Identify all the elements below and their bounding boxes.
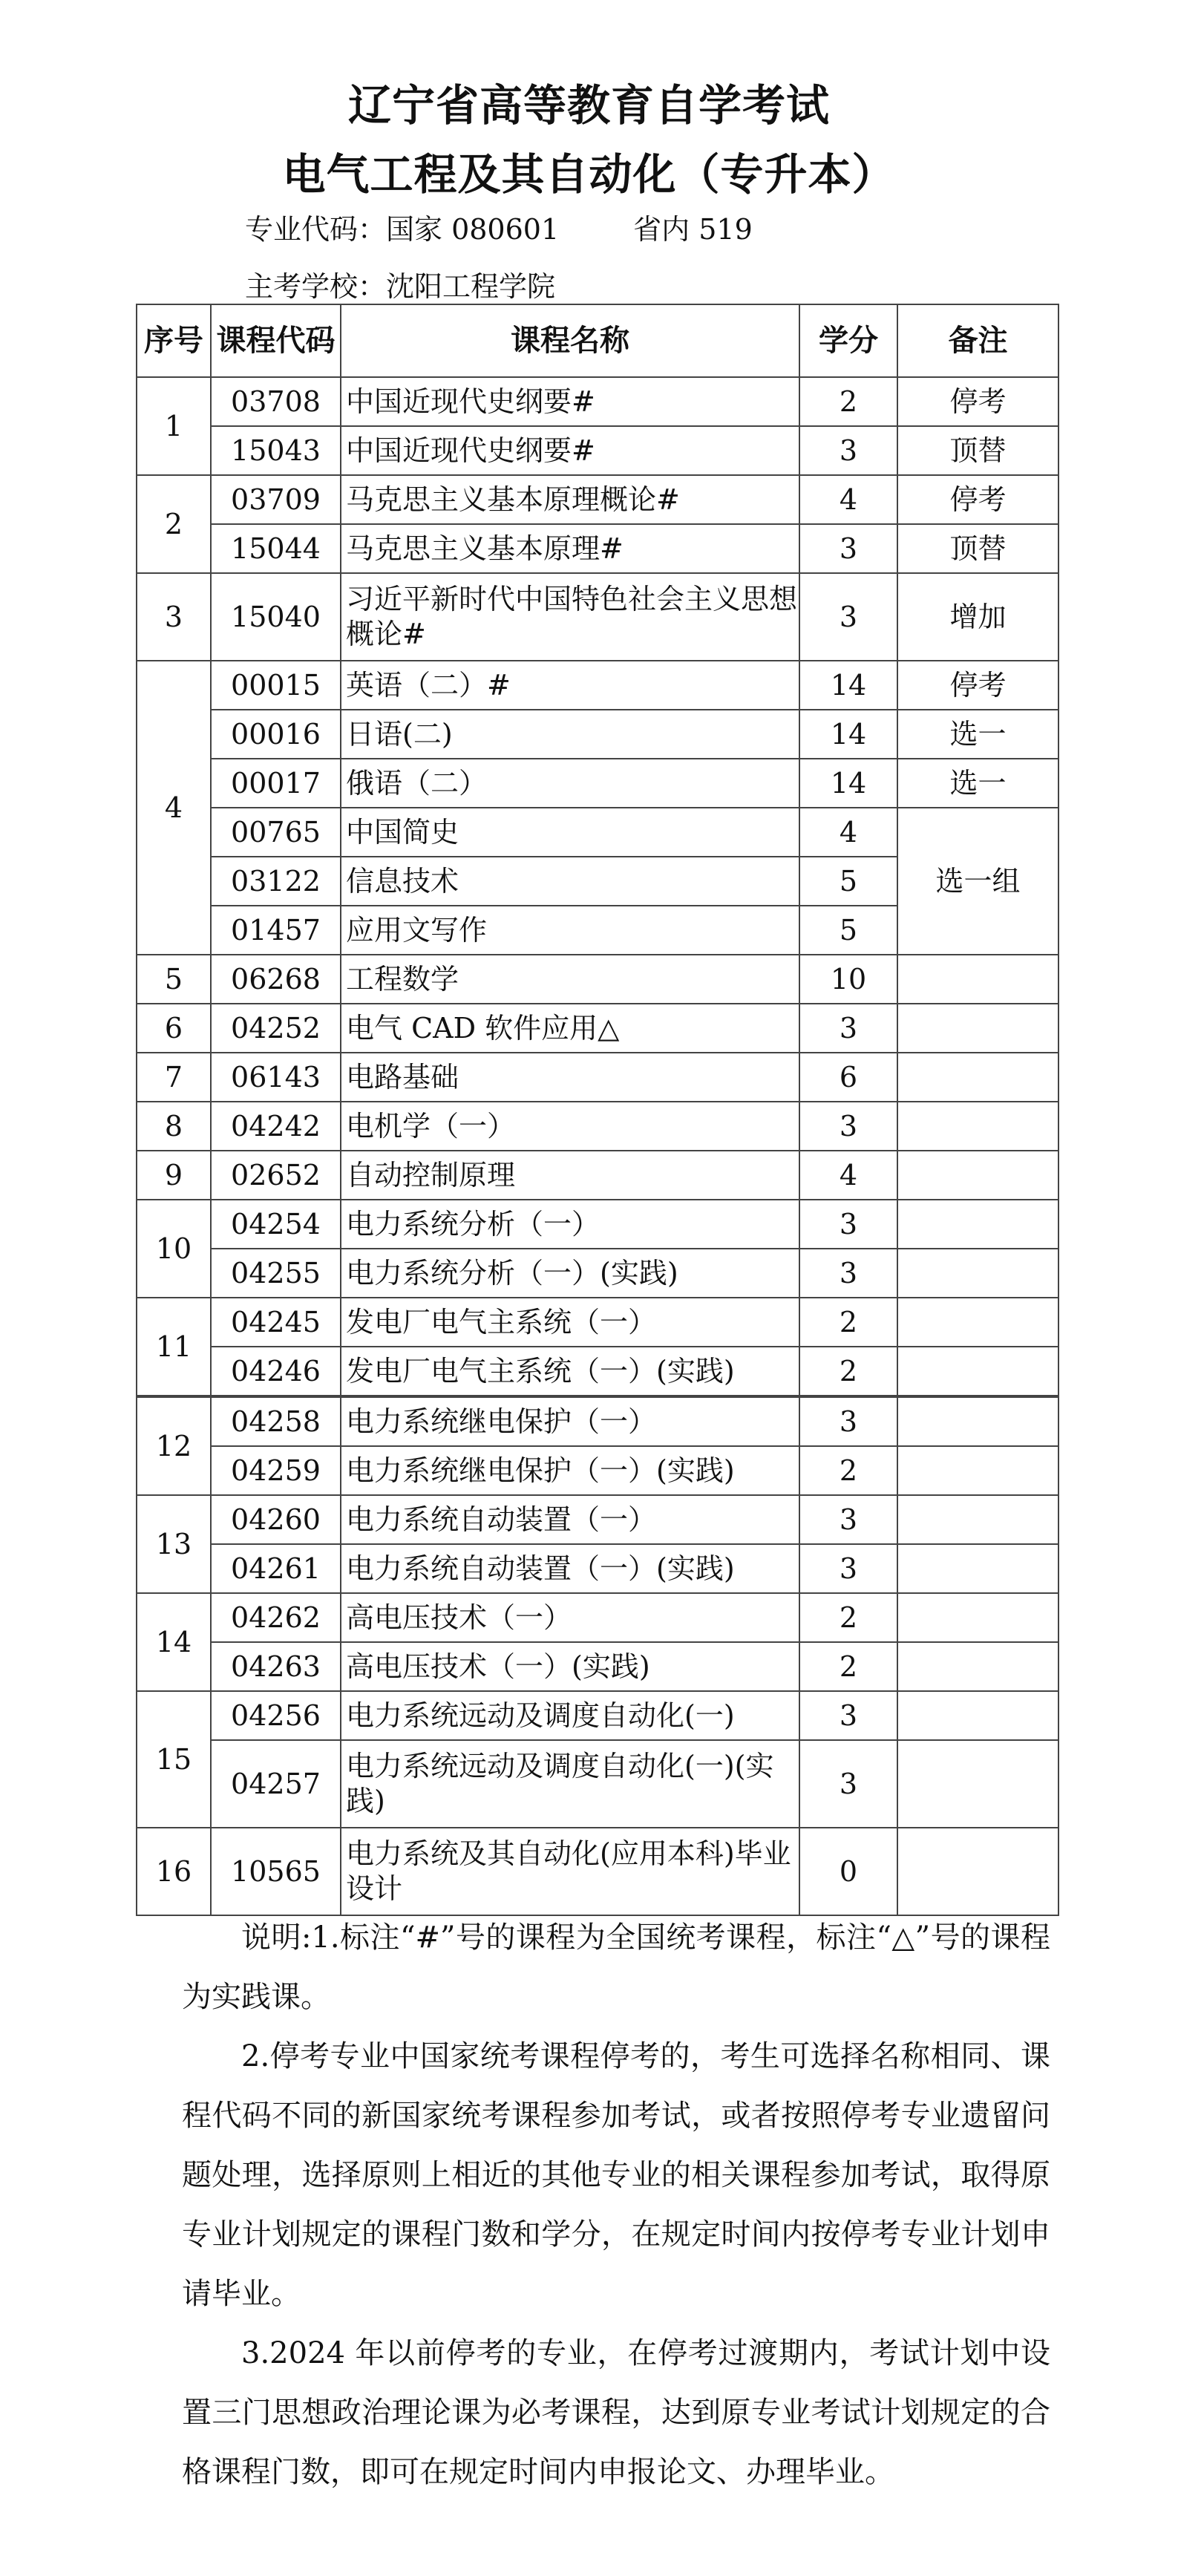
row-no: 12 [137, 1396, 211, 1495]
table-row [137, 1396, 1058, 1446]
course-code: 00017 [211, 759, 341, 808]
course-name: 电力系统远动及调度自动化(一)(实践) [341, 1740, 799, 1828]
table-header-row [137, 304, 1058, 377]
table-row [137, 1102, 1058, 1151]
national-code: 专业代码：国家 080601 [245, 213, 560, 246]
course-note [897, 1396, 1058, 1446]
course-note: 选一 [897, 710, 1058, 759]
table-row [137, 475, 1058, 524]
row-no: 2 [137, 475, 211, 573]
course-code: 04252 [211, 1004, 341, 1053]
course-note: 顶替 [897, 524, 1058, 573]
course-code: 00015 [211, 661, 341, 710]
table-row [137, 1200, 1058, 1249]
course-credit: 2 [799, 1593, 897, 1642]
course-name: 工程数学 [341, 955, 799, 1004]
table-row [137, 1740, 1058, 1828]
course-name: 俄语（二） [341, 759, 799, 808]
course-credit: 0 [799, 1828, 897, 1915]
program-title: 电气工程及其自动化（专升本） [282, 149, 896, 200]
course-credit: 4 [799, 475, 897, 524]
course-credit: 10 [799, 955, 897, 1004]
course-note [897, 1446, 1058, 1495]
table-row [137, 710, 1058, 759]
table-row [137, 1642, 1058, 1691]
row-no: 11 [137, 1298, 211, 1396]
course-note [897, 1495, 1058, 1544]
row-no: 1 [137, 377, 211, 475]
table-row [137, 661, 1058, 710]
course-note: 停考 [897, 661, 1058, 710]
course-name: 高电压技术（一） [341, 1593, 799, 1642]
table-row [137, 1151, 1058, 1200]
course-note [897, 1691, 1058, 1740]
course-credit: 2 [799, 377, 897, 426]
course-credit: 14 [799, 710, 897, 759]
course-name: 中国近现代史纲要# [341, 426, 799, 475]
school-line: 主考学校：沈阳工程学院 [245, 270, 556, 303]
header-code: 课程代码 [211, 304, 341, 377]
course-note [897, 1642, 1058, 1691]
course-code: 04261 [211, 1544, 341, 1593]
course-credit: 2 [799, 1446, 897, 1495]
course-credit: 4 [799, 808, 897, 857]
table-row [137, 1828, 1058, 1915]
table-row [137, 1446, 1058, 1495]
course-credit: 3 [799, 1691, 897, 1740]
course-credit: 2 [799, 1347, 897, 1396]
course-code: 04246 [211, 1347, 341, 1396]
course-name: 中国近现代史纲要# [341, 377, 799, 426]
table-row [137, 426, 1058, 475]
course-table [136, 304, 1059, 1916]
course-credit: 14 [799, 661, 897, 710]
course-note [897, 1740, 1058, 1828]
course-code: 04256 [211, 1691, 341, 1740]
course-note [897, 1828, 1058, 1915]
course-code: 04257 [211, 1740, 341, 1828]
course-name: 自动控制原理 [341, 1151, 799, 1200]
course-code: 04263 [211, 1642, 341, 1691]
course-note [897, 1249, 1058, 1298]
table-row [137, 573, 1058, 661]
course-code: 04255 [211, 1249, 341, 1298]
course-credit: 2 [799, 1642, 897, 1691]
course-credit: 3 [799, 1102, 897, 1151]
table-row [137, 1053, 1058, 1102]
table-row [137, 955, 1058, 1004]
course-credit: 3 [799, 1495, 897, 1544]
course-code: 15043 [211, 426, 341, 475]
course-code: 15044 [211, 524, 341, 573]
course-note [897, 1053, 1058, 1102]
header-no: 序号 [137, 304, 211, 377]
course-code: 04242 [211, 1102, 341, 1151]
course-code: 03122 [211, 857, 341, 906]
course-name: 日语(二) [341, 710, 799, 759]
row-no: 5 [137, 955, 211, 1004]
table-row [137, 1495, 1058, 1544]
course-code: 04259 [211, 1446, 341, 1495]
table-row [137, 1347, 1058, 1396]
course-name: 电力系统自动装置（一）(实践) [341, 1544, 799, 1593]
course-code: 04258 [211, 1396, 341, 1446]
course-name: 电气 CAD 软件应用△ [341, 1004, 799, 1053]
row-no: 14 [137, 1593, 211, 1691]
course-code: 04262 [211, 1593, 341, 1642]
course-name: 电力系统远动及调度自动化(一) [341, 1691, 799, 1740]
row-no: 8 [137, 1102, 211, 1151]
header-name: 课程名称 [341, 304, 799, 377]
course-note [897, 1298, 1058, 1347]
row-no: 10 [137, 1200, 211, 1298]
table-row [137, 1298, 1058, 1347]
header-note: 备注 [897, 304, 1058, 377]
course-code: 06268 [211, 955, 341, 1004]
course-credit: 3 [799, 524, 897, 573]
table-row [137, 759, 1058, 808]
course-code: 10565 [211, 1828, 341, 1915]
header-credit: 学分 [799, 304, 897, 377]
course-name: 发电厂电气主系统（一） [341, 1298, 799, 1347]
course-note [897, 1593, 1058, 1642]
table-row [137, 524, 1058, 573]
course-note: 顶替 [897, 426, 1058, 475]
note-2: 2.停考专业中国家统考课程停考的，考生可选择名称相同、课程代码不同的新国家统考课程参加考试，或者按照停考专业遗留问题处理，选择原则上相近的其他专业的相关课程参加考试，取得原专业计划规定的课程门数和学分，在规定时间内按停考专业计划申请毕业。 [182, 2039, 1050, 2311]
course-name: 电力系统分析（一）(实践) [341, 1249, 799, 1298]
course-name: 中国简史 [341, 808, 799, 857]
row-no: 9 [137, 1151, 211, 1200]
course-code: 02652 [211, 1151, 341, 1200]
course-credit: 3 [799, 573, 897, 661]
course-name: 电路基础 [341, 1053, 799, 1102]
course-code: 15040 [211, 573, 341, 661]
course-name: 电力系统继电保护（一）(实践) [341, 1446, 799, 1495]
course-name: 习近平新时代中国特色社会主义思想概论# [341, 573, 799, 661]
course-name: 电力系统及其自动化(应用本科)毕业设计 [341, 1828, 799, 1915]
course-note: 选一组 [897, 808, 1058, 955]
document-title: 辽宁省高等教育自学考试 [347, 80, 830, 131]
course-credit: 5 [799, 906, 897, 955]
course-credit: 3 [799, 1544, 897, 1593]
course-code: 03709 [211, 475, 341, 524]
course-note: 停考 [897, 475, 1058, 524]
program-code-line [245, 206, 753, 247]
course-credit: 3 [799, 1249, 897, 1298]
row-no: 13 [137, 1495, 211, 1593]
course-name: 英语（二）# [341, 661, 799, 710]
course-note [897, 1200, 1058, 1249]
course-code: 04260 [211, 1495, 341, 1544]
course-name: 电力系统分析（一） [341, 1200, 799, 1249]
course-name: 电力系统继电保护（一） [341, 1396, 799, 1446]
table-row [137, 1249, 1058, 1298]
course-credit: 3 [799, 426, 897, 475]
course-credit: 3 [799, 1740, 897, 1828]
course-credit: 4 [799, 1151, 897, 1200]
course-name: 电力系统自动装置（一） [341, 1495, 799, 1544]
course-name: 马克思主义基本原理概论# [341, 475, 799, 524]
course-name: 信息技术 [341, 857, 799, 906]
province-code: 省内 519 [633, 213, 753, 246]
course-credit: 2 [799, 1298, 897, 1347]
course-note: 选一 [897, 759, 1058, 808]
table-row [137, 1593, 1058, 1642]
course-name: 应用文写作 [341, 906, 799, 955]
row-no: 7 [137, 1053, 211, 1102]
course-credit: 14 [799, 759, 897, 808]
course-code: 04254 [211, 1200, 341, 1249]
course-credit: 5 [799, 857, 897, 906]
course-note [897, 1151, 1058, 1200]
notes-section [182, 1908, 1050, 2502]
table-row [137, 808, 1058, 857]
row-no: 4 [137, 661, 211, 955]
course-code: 06143 [211, 1053, 341, 1102]
course-note: 停考 [897, 377, 1058, 426]
table-row [137, 1004, 1058, 1053]
course-name: 发电厂电气主系统（一）(实践) [341, 1347, 799, 1396]
course-code: 04245 [211, 1298, 341, 1347]
course-code: 00016 [211, 710, 341, 759]
note-3: 3.2024 年以前停考的专业，在停考过渡期内，考试计划中设置三门思想政治理论课为必考课程，达到原专业考试计划规定的合格课程门数，即可在规定时间内申报论文、办理毕业。 [182, 2336, 1050, 2489]
table-row [137, 377, 1058, 426]
course-credit: 3 [799, 1396, 897, 1446]
course-code: 01457 [211, 906, 341, 955]
row-no: 16 [137, 1828, 211, 1915]
course-credit: 3 [799, 1200, 897, 1249]
course-credit: 3 [799, 1004, 897, 1053]
row-no: 3 [137, 573, 211, 661]
course-note: 增加 [897, 573, 1058, 661]
table-row [137, 1544, 1058, 1593]
table-row [137, 1691, 1058, 1740]
course-code: 00765 [211, 808, 341, 857]
course-code: 03708 [211, 377, 341, 426]
note-1: 说明:1.标注“#”号的课程为全国统考课程，标注“△”号的课程为实践课。 [182, 1920, 1050, 2014]
row-no: 15 [137, 1691, 211, 1828]
course-credit: 6 [799, 1053, 897, 1102]
course-note [897, 1544, 1058, 1593]
course-name: 电机学（一） [341, 1102, 799, 1151]
row-no: 6 [137, 1004, 211, 1053]
course-name: 马克思主义基本原理# [341, 524, 799, 573]
course-name: 高电压技术（一）(实践) [341, 1642, 799, 1691]
course-note [897, 1347, 1058, 1396]
course-note [897, 955, 1058, 1004]
course-note [897, 1004, 1058, 1053]
course-note [897, 1102, 1058, 1151]
